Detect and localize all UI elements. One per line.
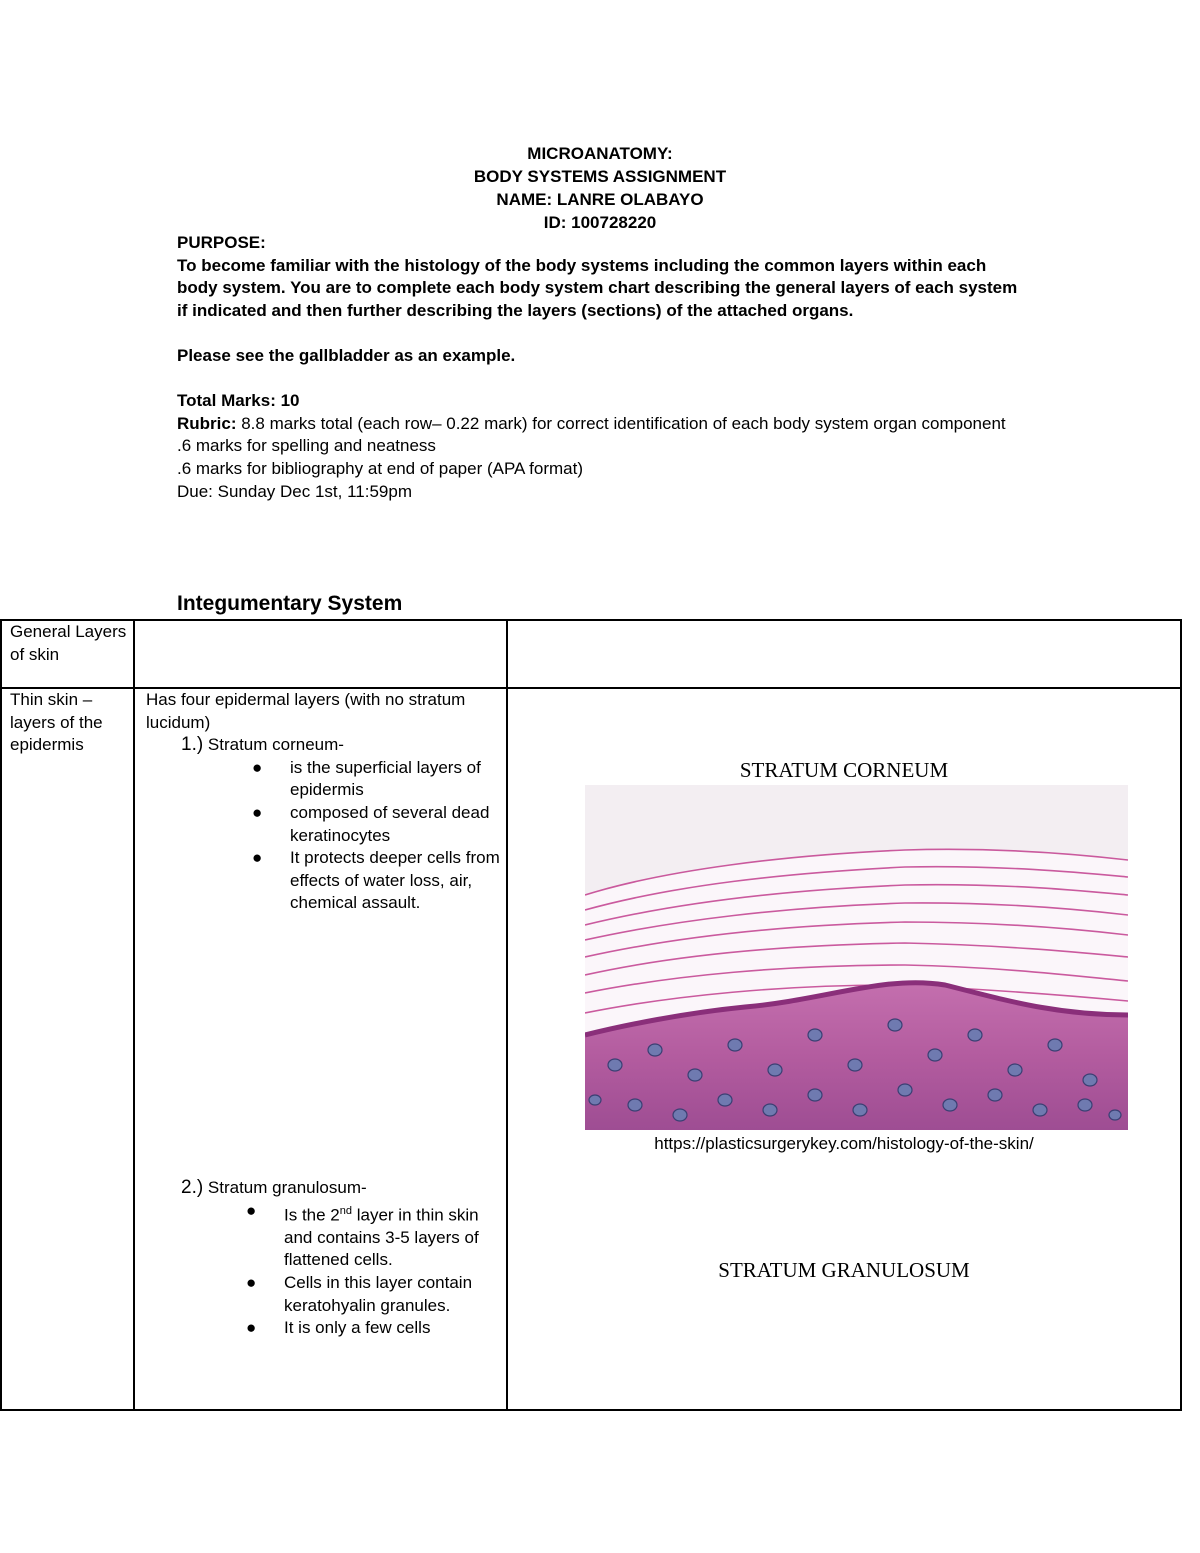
purpose-heading: PURPOSE: xyxy=(177,233,266,252)
list-item: ● Is the 2nd layer in thin skin and contains 3-5 layers of flattened cells. xyxy=(246,1200,479,1270)
due-date: Due: Sunday Dec 1st, 11:59pm xyxy=(177,481,412,501)
row-label: Thin skin – layers of the epidermis xyxy=(1,688,134,1410)
table-row xyxy=(1,620,1181,688)
list-item: ● It protects deeper cells from effects of water loss, air, chemical assault. xyxy=(252,848,500,913)
row-label: General Layers of skin xyxy=(1,620,134,688)
image-source-link[interactable]: https://plasticsurgerykey.com/histology-of-the-skin/ xyxy=(654,1134,1034,1153)
spelling-marks: .6 marks for spelling and neatness xyxy=(177,436,436,456)
document-header xyxy=(0,142,1200,234)
bullet-icon: ● xyxy=(246,1272,257,1292)
header-title: MICROANATOMY: xyxy=(527,144,673,163)
bullet-icon: ● xyxy=(252,848,263,868)
list-item: ● Cells in this layer contain keratohyalin granules. xyxy=(246,1272,473,1315)
bullet-icon: ● xyxy=(252,757,263,777)
rubric-text: 8.8 marks total (each row– 0.22 mark) for correct identification of each body system organ component xyxy=(236,413,1006,433)
item-title: Stratum granulosum- xyxy=(203,1177,367,1197)
rubric-label: Rubric: xyxy=(177,413,237,433)
rubric-line xyxy=(177,413,1025,436)
image-cell xyxy=(507,688,1181,1410)
table-cell xyxy=(134,620,507,688)
list-item-heading xyxy=(181,734,502,757)
list-item: ● It is only a few cells xyxy=(284,1317,502,1340)
bullet-icon: ● xyxy=(252,802,263,822)
image-caption: STRATUM GRANULOSUM xyxy=(718,1258,970,1282)
header-id: ID: 100728220 xyxy=(543,213,657,232)
integumentary-table xyxy=(0,619,1182,1411)
image-caption: STRATUM CORNEUM xyxy=(739,758,949,782)
bibliography-marks: .6 marks for bibliography at end of paper (APA format) xyxy=(177,458,583,478)
item-number: 1.) xyxy=(181,734,204,756)
list-item: ● composed of several dead keratinocytes xyxy=(252,802,490,845)
item-number: 2.) xyxy=(181,1176,204,1198)
list-item: ● is the superficial layers of epidermis xyxy=(252,757,481,800)
list-item-heading xyxy=(181,1177,502,1200)
bullet-list xyxy=(143,757,502,915)
histology-image xyxy=(585,785,1128,1130)
example-note: Please see the gallbladder as an example. xyxy=(177,345,516,365)
purpose-text: To become familiar with the histology of the body systems including the common layers within each body system. You are to complete each body system chart describing the general layers of each system if indicated and then further describing the layers (sections) of the attached organs. xyxy=(177,255,1018,320)
bullet-icon: ● xyxy=(246,1318,257,1338)
bullet-list xyxy=(143,1200,502,1340)
table-row xyxy=(1,688,1181,1410)
total-marks: Total Marks: 10 xyxy=(177,391,300,411)
intro-text: Has four epidermal layers (with no stratum lucidum) xyxy=(146,690,466,732)
purpose-section xyxy=(177,232,1025,503)
table-cell xyxy=(507,620,1181,688)
section-title: Integumentary System xyxy=(177,592,403,615)
description-cell xyxy=(134,688,507,1410)
header-name: NAME: LANRE OLABAYO xyxy=(496,190,704,209)
item-title: Stratum corneum- xyxy=(203,735,344,755)
header-assignment: BODY SYSTEMS ASSIGNMENT xyxy=(473,167,727,186)
bullet-icon: ● xyxy=(246,1200,257,1220)
